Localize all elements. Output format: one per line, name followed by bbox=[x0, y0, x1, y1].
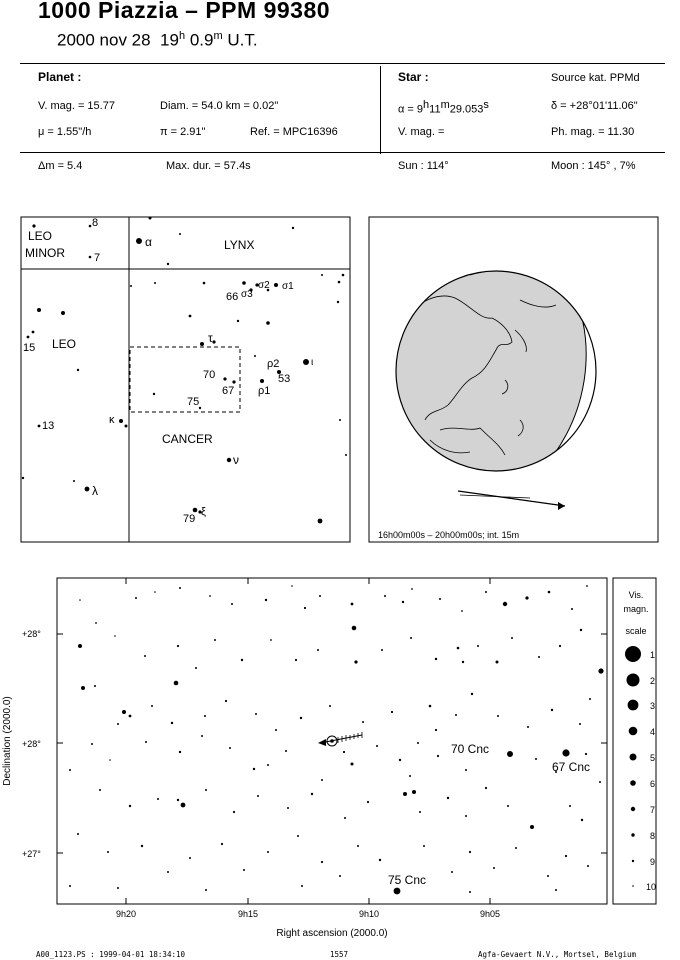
star-label-tau: τ bbox=[208, 331, 213, 345]
globe-caption: 16h00m00s – 20h00m00s; int. 15m bbox=[378, 530, 520, 540]
star-name-75-cnc: 75 Cnc bbox=[388, 873, 427, 887]
scale-level-1: 1 bbox=[650, 650, 656, 660]
star-alpha-seconds: 29.053 bbox=[449, 103, 484, 116]
scale-title-1: Vis. bbox=[628, 590, 644, 600]
dec-tick-3: +27° bbox=[22, 849, 41, 859]
star-label-7: 7 bbox=[94, 252, 101, 264]
star-label-67: 67 bbox=[222, 385, 235, 397]
label-leo-minor-1: LEO bbox=[28, 229, 53, 243]
planet-vmag: V. mag. = 15.77 bbox=[38, 100, 115, 112]
star-label-75: 75 bbox=[187, 396, 200, 408]
star-label-sigma3: σ3 bbox=[241, 289, 253, 300]
label-leo: LEO bbox=[52, 337, 77, 351]
footer-publisher: Agfa-Gevaert N.V., Mortsel, Belgium bbox=[478, 950, 637, 959]
page-title: 1000 Piazzia – PPM 99380 bbox=[38, 0, 331, 23]
scale-title-3: scale bbox=[625, 626, 647, 636]
star-label-iota: ι bbox=[311, 357, 314, 368]
star-label-xi: ξ bbox=[201, 506, 206, 518]
sun-elongation: Sun : 114° bbox=[398, 160, 449, 172]
scale-level-8: 8 bbox=[650, 831, 656, 841]
star-label-70: 70 bbox=[203, 369, 216, 381]
scale-title-2: magn. bbox=[623, 604, 649, 614]
star-label-rho1: ρ1 bbox=[258, 385, 271, 397]
x-axis-label: Right ascension (2000.0) bbox=[276, 928, 388, 939]
event-date: 2000 nov 28 bbox=[57, 30, 151, 50]
footer-file-info: A00_1123.PS : 1999-04-01 18:34:10 bbox=[36, 950, 186, 959]
event-hour: 19 bbox=[160, 30, 179, 50]
scale-level-6: 6 bbox=[650, 779, 656, 789]
scale-level-9: 9 bbox=[650, 857, 656, 867]
star-label-79: 79 bbox=[183, 513, 196, 525]
star-alpha-second-unit: s bbox=[483, 99, 489, 111]
star-source: Source kat. PPMd bbox=[551, 72, 640, 84]
label-leo-minor-2: MINOR bbox=[25, 246, 65, 260]
star-name-67-cnc: 67 Cnc bbox=[552, 760, 591, 774]
star-photographic-mag: Ph. mag. = 11.30 bbox=[551, 126, 635, 138]
star-label-nu: ν bbox=[233, 453, 239, 467]
y-axis-label: Declination (2000.0) bbox=[2, 696, 13, 786]
ra-tick-3: 9h10 bbox=[358, 909, 380, 919]
scale-level-10: 10 bbox=[646, 882, 657, 892]
scale-level-5: 5 bbox=[650, 753, 656, 763]
star-alpha-prefix: α = 9 bbox=[398, 103, 424, 116]
delta-magnitude: Δm = 5.4 bbox=[38, 160, 83, 172]
max-duration: Max. dur. = 57.4s bbox=[166, 160, 251, 172]
moon-info: Moon : 145° , 7% bbox=[551, 160, 636, 172]
star-label-sigma2: σ2 bbox=[258, 280, 270, 291]
star-label-13: 13 bbox=[42, 420, 55, 432]
star-label-53: 53 bbox=[278, 373, 291, 385]
star-label-lambda: λ bbox=[92, 484, 98, 498]
star-alpha-minute-unit: m bbox=[440, 99, 450, 111]
minute-unit: m bbox=[213, 30, 223, 42]
planet-diameter: Diam. = 54.0 km = 0.02" bbox=[160, 100, 279, 112]
scale-level-4: 4 bbox=[650, 727, 656, 737]
planet-reference: Ref. = MPC16396 bbox=[250, 126, 338, 138]
star-alpha-hour-unit: h bbox=[423, 99, 430, 111]
star-label-15: 15 bbox=[23, 342, 36, 354]
label-cancer: CANCER bbox=[162, 432, 213, 446]
dec-tick-2: +28° bbox=[22, 739, 41, 749]
planet-parallax: π = 2.91" bbox=[160, 126, 206, 138]
star-heading: Star : bbox=[398, 70, 429, 84]
planet-heading: Planet : bbox=[38, 70, 82, 84]
ra-tick-1: 9h20 bbox=[115, 909, 137, 919]
star-label-alpha: α bbox=[145, 235, 152, 249]
scale-level-3: 3 bbox=[650, 701, 656, 711]
footer-page-number: 1557 bbox=[330, 950, 349, 959]
hour-unit: h bbox=[178, 30, 186, 42]
planet-motion: μ = 1.55"/h bbox=[38, 126, 92, 138]
star-alpha-minutes: 11 bbox=[429, 103, 441, 116]
event-minute: 0.9 bbox=[189, 30, 214, 50]
star-label-8: 8 bbox=[92, 217, 99, 229]
time-scale: U.T. bbox=[227, 30, 258, 50]
star-label-sigma1: σ1 bbox=[282, 281, 294, 292]
star-name-70-cnc: 70 Cnc bbox=[451, 742, 490, 756]
star-label-66: 66 bbox=[226, 291, 239, 303]
ra-tick-2: 9h15 bbox=[237, 909, 259, 919]
ra-tick-4: 9h05 bbox=[479, 909, 501, 919]
scale-level-2: 2 bbox=[650, 676, 656, 686]
star-label-kappa: κ bbox=[109, 414, 115, 426]
star-vmag: V. mag. = bbox=[398, 126, 445, 138]
star-label-rho2: ρ2 bbox=[267, 358, 280, 370]
dec-tick-1: +28° bbox=[22, 629, 41, 639]
scale-level-7: 7 bbox=[650, 805, 656, 815]
label-lynx: LYNX bbox=[224, 238, 255, 252]
star-declination: δ = +28°01'11.06" bbox=[551, 100, 638, 112]
